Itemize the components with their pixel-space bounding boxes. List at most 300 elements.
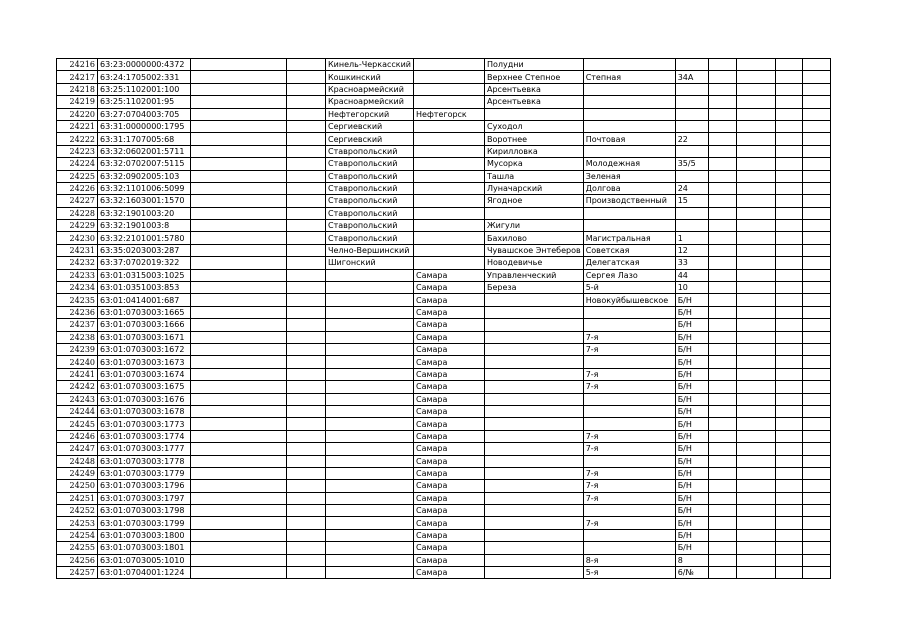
cell-row-number: 24251 (57, 492, 98, 504)
cell-row-number: 24227 (57, 195, 98, 207)
cell-cadastral-number: 63:32:1603001:1570 (98, 195, 191, 207)
cell-col-4 (287, 319, 326, 331)
cell-col-4 (287, 517, 326, 529)
cell-street (583, 59, 675, 71)
cell-district (326, 368, 414, 380)
cell-col-10 (708, 170, 736, 182)
cell-row-number: 24237 (57, 319, 98, 331)
table-row (57, 220, 831, 232)
cell-col-12 (775, 133, 802, 145)
cell-col-3 (191, 529, 287, 541)
cell-settlement (485, 455, 584, 467)
cell-cadastral-number: 63:25:1102001:95 (98, 96, 191, 108)
table-row (57, 443, 831, 455)
cell-col-3 (191, 108, 287, 120)
cell-col-10 (708, 381, 736, 393)
cell-settlement (485, 405, 584, 417)
cell-house: Б/Н (675, 455, 708, 467)
cell-settlement (485, 554, 584, 566)
cell-street: Почтовая (583, 133, 675, 145)
cell-col-11 (736, 269, 775, 281)
cell-col-12 (775, 467, 802, 479)
cell-col-4 (287, 182, 326, 194)
cell-cadastral-number: 63:01:0351003:853 (98, 282, 191, 294)
cell-row-number: 24244 (57, 405, 98, 417)
cell-house (675, 96, 708, 108)
cell-row-number: 24243 (57, 393, 98, 405)
cell-street: 5-я (583, 567, 675, 579)
cell-city (414, 120, 485, 132)
cell-house (675, 145, 708, 157)
cell-col-12 (775, 319, 802, 331)
cell-settlement (485, 108, 584, 120)
cell-col-13 (802, 356, 830, 368)
cell-settlement (485, 207, 584, 219)
cell-col-4 (287, 331, 326, 343)
cell-street (583, 393, 675, 405)
cell-street: Долгова (583, 182, 675, 194)
cell-settlement: Ташла (485, 170, 584, 182)
cell-col-3 (191, 59, 287, 71)
cell-col-12 (775, 554, 802, 566)
cell-col-11 (736, 567, 775, 579)
table-row (57, 467, 831, 479)
cell-col-4 (287, 158, 326, 170)
cell-row-number: 24245 (57, 418, 98, 430)
cell-street: 7-я (583, 381, 675, 393)
cell-col-10 (708, 83, 736, 95)
cell-city (414, 145, 485, 157)
cell-street: 7-я (583, 343, 675, 355)
cell-house: Б/Н (675, 443, 708, 455)
cell-col-13 (802, 195, 830, 207)
cell-row-number: 24220 (57, 108, 98, 120)
cell-city: Самара (414, 269, 485, 281)
cell-settlement (485, 418, 584, 430)
cell-cadastral-number: 63:01:0703003:1673 (98, 356, 191, 368)
cell-col-10 (708, 430, 736, 442)
table-row (57, 96, 831, 108)
cell-city (414, 59, 485, 71)
cell-col-3 (191, 294, 287, 306)
cell-col-11 (736, 83, 775, 95)
cell-city (414, 232, 485, 244)
cell-settlement (485, 529, 584, 541)
cell-house: 8 (675, 554, 708, 566)
table-row (57, 331, 831, 343)
cell-street (583, 405, 675, 417)
cell-city (414, 220, 485, 232)
cell-col-11 (736, 158, 775, 170)
cell-col-12 (775, 182, 802, 194)
cell-col-13 (802, 430, 830, 442)
table-row (57, 269, 831, 281)
cell-col-4 (287, 145, 326, 157)
cell-col-4 (287, 96, 326, 108)
cell-city: Самара (414, 467, 485, 479)
cell-district: Красноармейский (326, 83, 414, 95)
cell-col-3 (191, 430, 287, 442)
cell-house: Б/Н (675, 405, 708, 417)
cell-street: 7-я (583, 443, 675, 455)
cell-cadastral-number: 63:01:0315003:1025 (98, 269, 191, 281)
cell-house: Б/Н (675, 467, 708, 479)
table-row (57, 145, 831, 157)
cell-city: Самара (414, 294, 485, 306)
cell-city (414, 71, 485, 83)
cell-col-3 (191, 257, 287, 269)
cell-settlement (485, 343, 584, 355)
cell-city: Самара (414, 393, 485, 405)
cell-col-11 (736, 182, 775, 194)
cell-col-13 (802, 133, 830, 145)
cell-col-13 (802, 567, 830, 579)
cell-street (583, 120, 675, 132)
cell-street (583, 319, 675, 331)
cell-row-number: 24222 (57, 133, 98, 145)
cell-district (326, 405, 414, 417)
cell-house: Б/Н (675, 294, 708, 306)
cell-col-11 (736, 443, 775, 455)
cell-street (583, 505, 675, 517)
cell-col-3 (191, 343, 287, 355)
cell-col-12 (775, 158, 802, 170)
cell-cadastral-number: 63:01:0414001:687 (98, 294, 191, 306)
cell-district (326, 381, 414, 393)
cell-row-number: 24234 (57, 282, 98, 294)
cell-city: Самара (414, 480, 485, 492)
cell-col-11 (736, 480, 775, 492)
cell-col-11 (736, 207, 775, 219)
cell-col-4 (287, 567, 326, 579)
cell-col-12 (775, 120, 802, 132)
table-row (57, 381, 831, 393)
cell-row-number: 24226 (57, 182, 98, 194)
cell-street (583, 418, 675, 430)
cell-district (326, 492, 414, 504)
cell-district (326, 430, 414, 442)
cell-settlement: Управленческий (485, 269, 584, 281)
cell-district (326, 269, 414, 281)
cell-city (414, 83, 485, 95)
cell-col-13 (802, 145, 830, 157)
table-row (57, 455, 831, 467)
cell-street: 7-я (583, 492, 675, 504)
cell-col-12 (775, 220, 802, 232)
cell-district (326, 331, 414, 343)
cell-col-10 (708, 343, 736, 355)
cell-district: Нефтегорский (326, 108, 414, 120)
cell-col-4 (287, 393, 326, 405)
cell-col-3 (191, 405, 287, 417)
cell-street: Делегатская (583, 257, 675, 269)
cell-settlement (485, 331, 584, 343)
cell-district (326, 393, 414, 405)
cell-col-10 (708, 282, 736, 294)
cell-col-13 (802, 71, 830, 83)
table-row (57, 133, 831, 145)
table-row (57, 529, 831, 541)
cell-settlement (485, 443, 584, 455)
cell-col-3 (191, 517, 287, 529)
cell-row-number: 24223 (57, 145, 98, 157)
cell-cadastral-number: 63:01:0703003:1675 (98, 381, 191, 393)
cell-district (326, 505, 414, 517)
cell-street: 7-я (583, 467, 675, 479)
cell-col-12 (775, 567, 802, 579)
cell-district: Кошкинский (326, 71, 414, 83)
cell-cadastral-number: 63:01:0704001:1224 (98, 567, 191, 579)
cell-col-10 (708, 542, 736, 554)
cell-row-number: 24257 (57, 567, 98, 579)
cell-col-4 (287, 480, 326, 492)
cell-col-3 (191, 158, 287, 170)
cell-street (583, 529, 675, 541)
cell-row-number: 24238 (57, 331, 98, 343)
cell-house: 44 (675, 269, 708, 281)
cell-cadastral-number: 63:24:1705002:331 (98, 71, 191, 83)
cell-col-12 (775, 232, 802, 244)
cell-settlement: Новодевичье (485, 257, 584, 269)
table-body (57, 59, 831, 579)
cell-district (326, 319, 414, 331)
cell-house (675, 83, 708, 95)
cell-col-13 (802, 244, 830, 256)
cell-col-11 (736, 71, 775, 83)
cell-col-10 (708, 220, 736, 232)
cell-street: 7-я (583, 331, 675, 343)
cell-col-11 (736, 319, 775, 331)
cell-district (326, 343, 414, 355)
cell-col-4 (287, 207, 326, 219)
table-row (57, 108, 831, 120)
cell-house: Б/Н (675, 319, 708, 331)
cell-house: Б/Н (675, 492, 708, 504)
cell-col-10 (708, 418, 736, 430)
cell-row-number: 24239 (57, 343, 98, 355)
cell-street: 7-я (583, 517, 675, 529)
table-row (57, 244, 831, 256)
cell-col-11 (736, 529, 775, 541)
cell-col-4 (287, 71, 326, 83)
cell-city: Самара (414, 405, 485, 417)
cell-col-13 (802, 158, 830, 170)
cell-row-number: 24231 (57, 244, 98, 256)
cell-col-11 (736, 381, 775, 393)
table-row (57, 182, 831, 194)
cell-col-4 (287, 343, 326, 355)
cell-col-10 (708, 232, 736, 244)
cell-district (326, 306, 414, 318)
cell-col-12 (775, 443, 802, 455)
cell-col-11 (736, 306, 775, 318)
cell-city (414, 158, 485, 170)
cell-settlement (485, 294, 584, 306)
cell-col-3 (191, 120, 287, 132)
cell-col-3 (191, 492, 287, 504)
cell-cadastral-number: 63:01:0703003:1665 (98, 306, 191, 318)
cell-col-10 (708, 108, 736, 120)
table-row (57, 554, 831, 566)
cell-district: Ставропольский (326, 195, 414, 207)
cell-col-11 (736, 331, 775, 343)
cell-district (326, 467, 414, 479)
cell-street: Производственный (583, 195, 675, 207)
cell-house: Б/Н (675, 529, 708, 541)
cell-col-3 (191, 554, 287, 566)
cell-settlement (485, 517, 584, 529)
cell-city: Самара (414, 430, 485, 442)
cell-col-4 (287, 195, 326, 207)
cell-col-3 (191, 542, 287, 554)
cell-city: Самара (414, 542, 485, 554)
table-row (57, 71, 831, 83)
cell-row-number: 24247 (57, 443, 98, 455)
cell-cadastral-number: 63:31:0000000:1795 (98, 120, 191, 132)
cell-col-4 (287, 455, 326, 467)
cell-house: 15 (675, 195, 708, 207)
cell-col-10 (708, 517, 736, 529)
table-row (57, 120, 831, 132)
cell-house (675, 170, 708, 182)
cell-cadastral-number: 63:01:0703003:1676 (98, 393, 191, 405)
cell-district: Сергиевский (326, 120, 414, 132)
table-row (57, 294, 831, 306)
cell-col-4 (287, 467, 326, 479)
cell-col-4 (287, 59, 326, 71)
cell-col-4 (287, 430, 326, 442)
cell-col-4 (287, 368, 326, 380)
cell-street (583, 455, 675, 467)
cell-cadastral-number: 63:01:0703003:1801 (98, 542, 191, 554)
cell-street (583, 542, 675, 554)
cell-col-13 (802, 381, 830, 393)
cell-col-4 (287, 405, 326, 417)
cell-col-12 (775, 96, 802, 108)
cell-district: Ставропольский (326, 158, 414, 170)
cell-col-4 (287, 108, 326, 120)
cell-col-4 (287, 529, 326, 541)
cell-col-4 (287, 294, 326, 306)
cell-col-13 (802, 59, 830, 71)
cell-settlement (485, 430, 584, 442)
cell-col-12 (775, 170, 802, 182)
cell-col-4 (287, 282, 326, 294)
cell-col-11 (736, 282, 775, 294)
cell-house (675, 120, 708, 132)
cell-city (414, 195, 485, 207)
cell-col-13 (802, 467, 830, 479)
cell-city (414, 257, 485, 269)
cell-district: Красноармейский (326, 96, 414, 108)
cell-col-10 (708, 405, 736, 417)
cell-col-11 (736, 257, 775, 269)
cell-col-3 (191, 71, 287, 83)
cell-col-13 (802, 405, 830, 417)
cell-col-12 (775, 505, 802, 517)
table-row (57, 517, 831, 529)
cell-settlement: Суходол (485, 120, 584, 132)
cell-col-12 (775, 542, 802, 554)
cell-settlement (485, 319, 584, 331)
cell-col-3 (191, 145, 287, 157)
cell-cadastral-number: 63:01:0703003:1773 (98, 418, 191, 430)
cell-col-10 (708, 158, 736, 170)
cell-cadastral-number: 63:32:0702007:5115 (98, 158, 191, 170)
cell-col-11 (736, 405, 775, 417)
cell-col-12 (775, 418, 802, 430)
cell-col-12 (775, 356, 802, 368)
cell-house: Б/Н (675, 356, 708, 368)
cell-street: Советская (583, 244, 675, 256)
cell-col-10 (708, 467, 736, 479)
cell-col-3 (191, 455, 287, 467)
cell-col-10 (708, 269, 736, 281)
cell-col-10 (708, 133, 736, 145)
cell-house: 1 (675, 232, 708, 244)
cell-col-11 (736, 430, 775, 442)
cell-settlement: Бахилово (485, 232, 584, 244)
table-row (57, 282, 831, 294)
cell-city: Самара (414, 368, 485, 380)
cell-col-4 (287, 554, 326, 566)
cell-col-13 (802, 96, 830, 108)
table-row (57, 567, 831, 579)
cell-cadastral-number: 63:37:0702019:322 (98, 257, 191, 269)
cell-col-3 (191, 133, 287, 145)
cell-col-3 (191, 306, 287, 318)
cell-house: 6/№ (675, 567, 708, 579)
cell-col-3 (191, 381, 287, 393)
table-row (57, 542, 831, 554)
cell-cadastral-number: 63:32:1901003:20 (98, 207, 191, 219)
cell-city (414, 244, 485, 256)
cell-col-3 (191, 418, 287, 430)
cell-district (326, 294, 414, 306)
cell-settlement: Жигули (485, 220, 584, 232)
cell-street (583, 356, 675, 368)
cell-col-4 (287, 120, 326, 132)
table-row (57, 405, 831, 417)
cell-col-13 (802, 517, 830, 529)
cell-col-3 (191, 319, 287, 331)
cell-col-11 (736, 542, 775, 554)
cell-col-3 (191, 207, 287, 219)
cell-row-number: 24224 (57, 158, 98, 170)
table-row (57, 83, 831, 95)
cell-house: 12 (675, 244, 708, 256)
cell-col-4 (287, 306, 326, 318)
table-row (57, 319, 831, 331)
cell-col-12 (775, 244, 802, 256)
cell-col-13 (802, 368, 830, 380)
cell-col-13 (802, 120, 830, 132)
cell-col-13 (802, 294, 830, 306)
cell-row-number: 24228 (57, 207, 98, 219)
cell-row-number: 24221 (57, 120, 98, 132)
cell-col-3 (191, 96, 287, 108)
cell-col-13 (802, 232, 830, 244)
cell-house: 22 (675, 133, 708, 145)
cell-col-13 (802, 542, 830, 554)
cell-col-4 (287, 257, 326, 269)
cell-street: Степная (583, 71, 675, 83)
cell-col-10 (708, 529, 736, 541)
cell-col-12 (775, 480, 802, 492)
cell-col-4 (287, 232, 326, 244)
cell-district (326, 517, 414, 529)
cell-house: 24 (675, 182, 708, 194)
